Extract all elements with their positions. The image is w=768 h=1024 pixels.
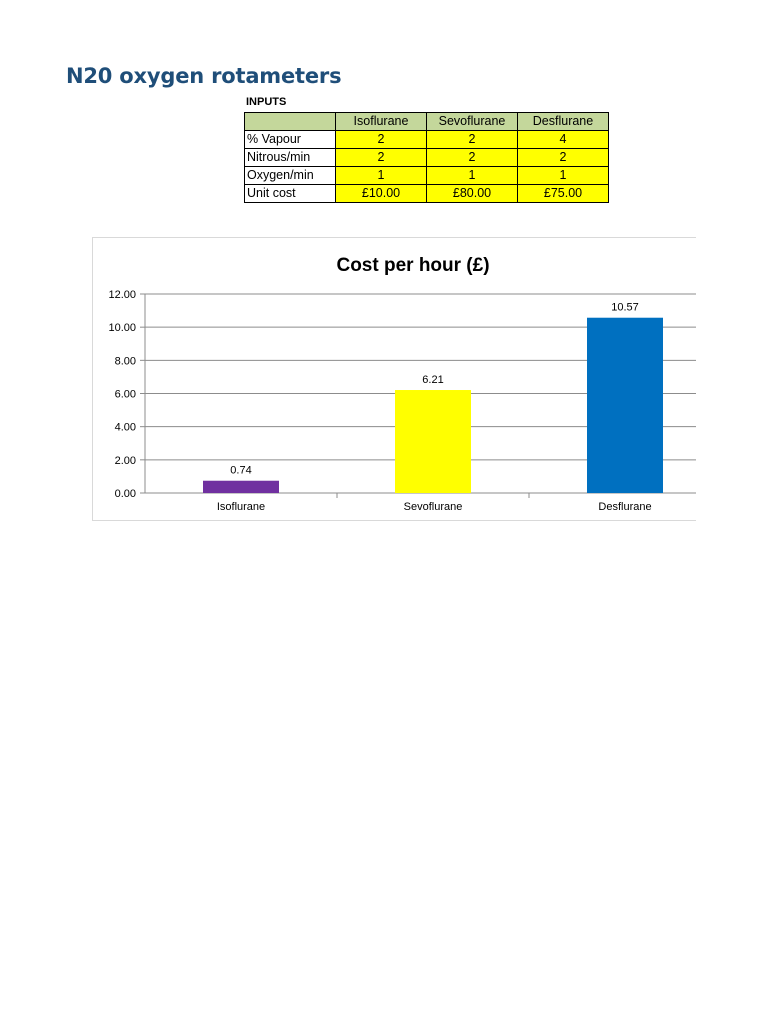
row-label-oxygen[interactable]: Oxygen/min bbox=[245, 167, 336, 185]
inputs-header-row bbox=[245, 113, 609, 131]
y-tick-label: 12.00 bbox=[108, 289, 136, 301]
y-tick-label: 2.00 bbox=[114, 454, 136, 467]
inputs-table bbox=[244, 112, 609, 203]
bar-chart bbox=[93, 238, 696, 520]
cell-value[interactable]: 2 bbox=[518, 149, 609, 167]
y-tick-label: 6.00 bbox=[114, 388, 136, 401]
row-label-unit-cost[interactable]: Unit cost bbox=[245, 185, 336, 203]
table-row bbox=[245, 149, 609, 167]
data-label: 6.21 bbox=[422, 374, 444, 387]
page-title: N20 oxygen rotameters bbox=[66, 64, 342, 88]
bar bbox=[203, 481, 279, 493]
column-header-isoflurane: Isoflurane bbox=[336, 113, 427, 131]
bar bbox=[395, 390, 471, 493]
x-tick-label: Sevoflurane bbox=[403, 501, 463, 513]
data-label: 10.57 bbox=[611, 301, 639, 314]
table-row bbox=[245, 185, 609, 203]
data-label: 0.74 bbox=[230, 464, 252, 477]
y-tick-label: 8.00 bbox=[114, 355, 136, 368]
row-label-vapour[interactable]: % Vapour bbox=[245, 131, 336, 149]
column-header-desflurane: Desflurane bbox=[518, 113, 609, 131]
table-row bbox=[245, 167, 609, 185]
table-row bbox=[245, 131, 609, 149]
chart-area[interactable] bbox=[92, 237, 696, 521]
cell-value[interactable]: 4 bbox=[518, 131, 609, 149]
cell-value[interactable]: £75.00 bbox=[518, 185, 609, 203]
cell-value[interactable]: 1 bbox=[336, 167, 427, 185]
cell-value[interactable]: 2 bbox=[427, 131, 518, 149]
x-tick-label: Desflurane bbox=[598, 501, 652, 513]
y-tick-label: 10.00 bbox=[108, 322, 136, 335]
cell-value[interactable]: 1 bbox=[427, 167, 518, 185]
cell-value[interactable]: 2 bbox=[336, 149, 427, 167]
x-tick-label: Isoflurane bbox=[216, 501, 266, 513]
bar bbox=[587, 318, 663, 493]
chart-title: Cost per hour (£) bbox=[336, 255, 490, 276]
inputs-label: INPUTS bbox=[246, 96, 287, 108]
cell-value[interactable]: 1 bbox=[518, 167, 609, 185]
cell-value[interactable]: 2 bbox=[336, 131, 427, 149]
cell-value[interactable]: £80.00 bbox=[427, 185, 518, 203]
y-tick-label: 0.00 bbox=[114, 488, 136, 500]
y-tick-label: 4.00 bbox=[114, 421, 136, 434]
row-label-nitrous[interactable]: Nitrous/min bbox=[245, 149, 336, 167]
column-header-sevoflurane: Sevoflurane bbox=[427, 113, 518, 131]
inputs-corner-cell bbox=[245, 113, 336, 131]
cell-value[interactable]: 2 bbox=[427, 149, 518, 167]
cell-value[interactable]: £10.00 bbox=[336, 185, 427, 203]
